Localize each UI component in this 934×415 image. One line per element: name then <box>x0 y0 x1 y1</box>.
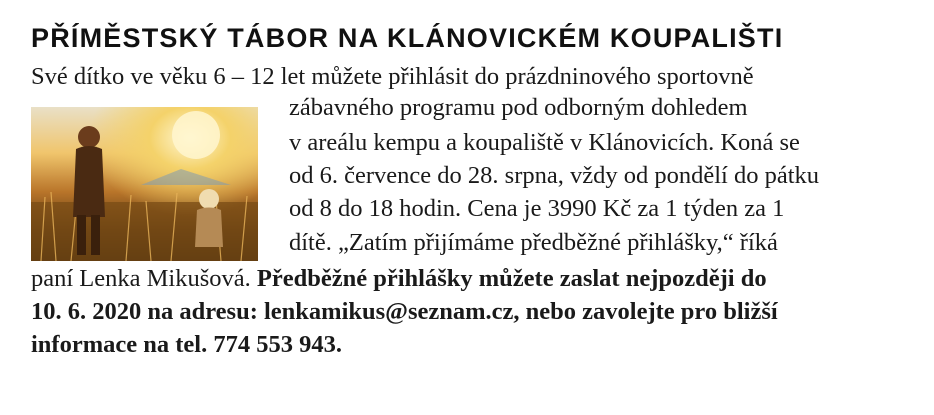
registration-info-bold: Předběžné přihlášky můžete zaslat nejpozději do <box>256 265 767 292</box>
article-title: PŘÍMĚSTSKÝ TÁBOR NA KLÁNOVICKÉM KOUPALIŠTI <box>31 23 784 53</box>
paragraph-line-6: dítě. „Zatím přijímáme předběžné přihlášky,“ říká <box>289 229 778 256</box>
registration-info-line-2: 10. 6. 2020 na adresu: lenkamikus@seznam.cz, nebo zavolejte pro bližší <box>31 298 778 325</box>
paragraph-line-3: v areálu kempu a koupaliště v Klánovicích. Koná se <box>289 129 800 156</box>
children-photo <box>31 107 258 261</box>
contact-person-text: paní Lenka Mikušová. <box>31 265 257 292</box>
paragraph-line-1: Své dítko ve věku 6 – 12 let můžete přihlásit do prázdninového sportovně <box>31 63 754 90</box>
paragraph-line-4: od 6. července do 28. srpna, vždy od pondělí do pátku <box>289 162 820 189</box>
paragraph-line-5: od 8 do 18 hodin. Cena je 3990 Kč za 1 týden za 1 <box>289 195 785 222</box>
registration-info-line-3: informace na tel. 774 553 943. <box>31 331 342 358</box>
paragraph-line-7 <box>31 264 767 294</box>
children-in-field-image <box>31 107 258 261</box>
paragraph-line-2: zábavného programu pod odborným dohledem <box>289 94 748 121</box>
